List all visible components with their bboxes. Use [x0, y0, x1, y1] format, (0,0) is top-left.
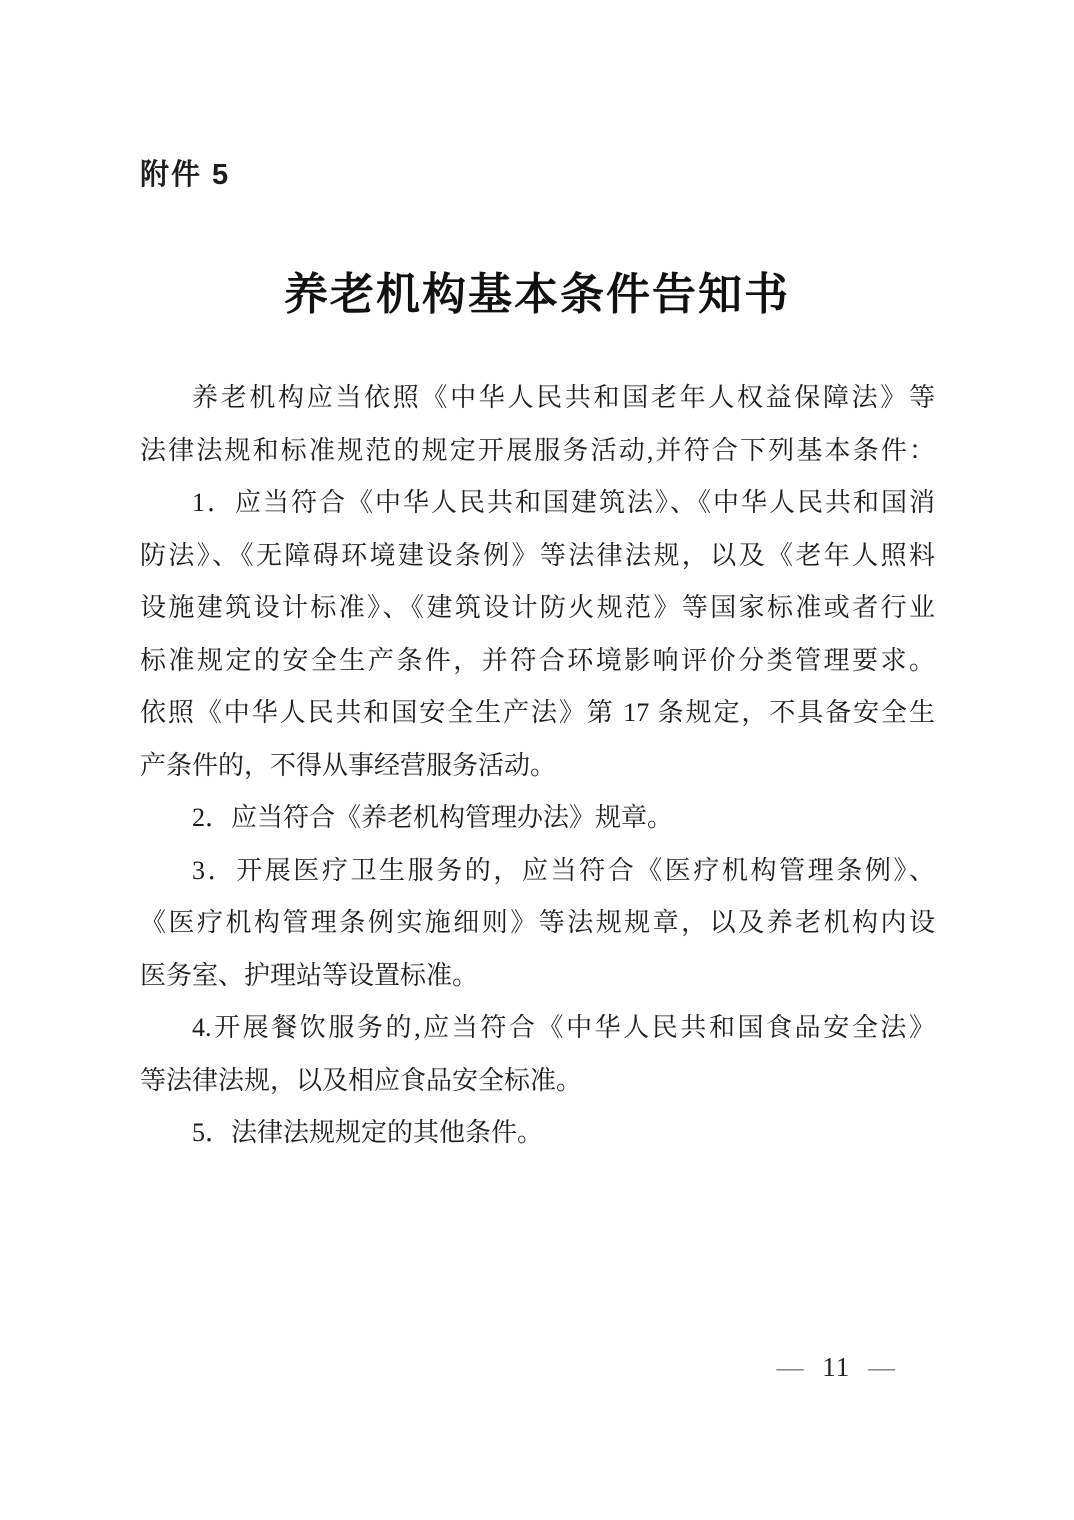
body-line: 法律法规和标准规范的规定开展服务活动,并符合下列基本条件：: [140, 435, 935, 465]
footer-dash-left: —: [776, 1352, 805, 1382]
body-line: 依照《中华人民共和国安全生产法》第 17 条规定，不具备安全生: [140, 698, 935, 727]
body-line: 3．开展医疗卫生服务的，应当符合《医疗机构管理条例》、: [192, 855, 935, 885]
page-footer: [767, 1352, 907, 1383]
body-line: 4.开展餐饮服务的,应当符合《中华人民共和国食品安全法》: [192, 1013, 935, 1042]
document-title: 养老机构基本条件告知书: [284, 270, 790, 319]
body-line: 产条件的，不得从事经营服务活动。: [140, 750, 557, 780]
body-line: 养老机构应当依照《中华人民共和国老年人权益保障法》等: [192, 383, 935, 412]
body-line: 标准规定的安全生产条件，并符合环境影响评价分类管理要求。: [140, 645, 935, 675]
body-line: 2．应当符合《养老机构管理办法》规章。: [192, 803, 674, 832]
page-number: 11: [822, 1352, 851, 1382]
footer-dash-right: —: [868, 1352, 896, 1382]
body-line: 1．应当符合《中华人民共和国建筑法》、《中华人民共和国消: [192, 488, 935, 517]
body-text: [140, 372, 935, 1160]
body-line: 医务室、护理站等设置标准。: [140, 960, 479, 990]
body-line: 设施建筑设计标准》、《建筑设计防火规范》等国家标准或者行业: [140, 593, 935, 622]
body-line: 等法律法规，以及相应食品安全标准。: [140, 1065, 583, 1095]
attachment-label: 附件 5: [140, 159, 231, 191]
body-line: 防法》、《无障碍环境建设条例》等法律法规，以及《老年人照料: [140, 540, 935, 570]
body-line: 5．法律法规规定的其他条件。: [192, 1118, 544, 1147]
body-line: 《医疗机构管理条例实施细则》等法规规章，以及养老机构内设: [140, 908, 935, 937]
